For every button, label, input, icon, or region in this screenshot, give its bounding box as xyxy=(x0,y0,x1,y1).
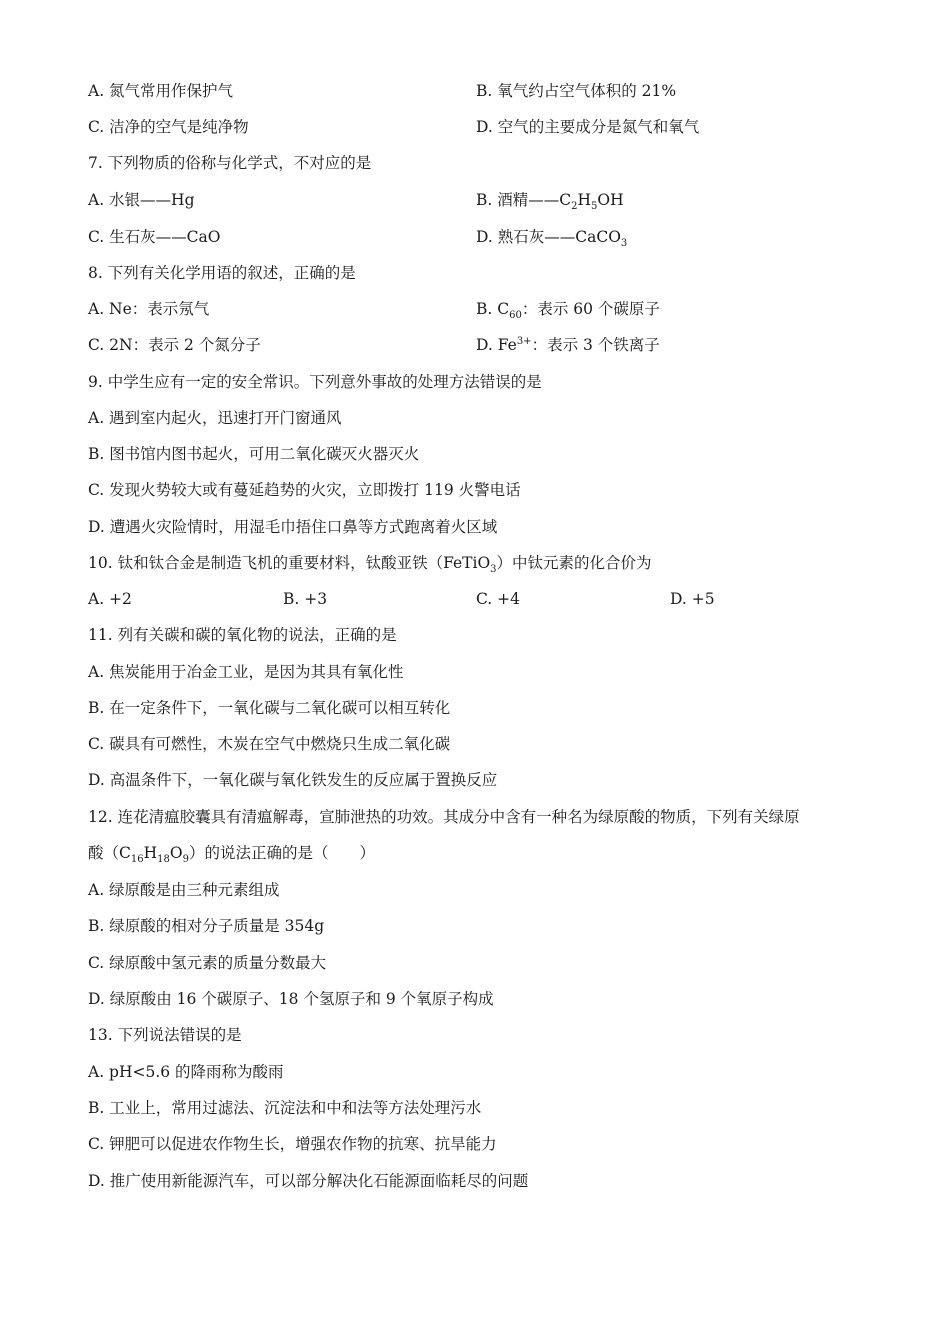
q7-option-d xyxy=(476,225,627,249)
q11-option-a: A. 焦炭能用于冶金工业，是因为其具有氧化性 xyxy=(88,663,404,681)
q8-option-a: A. Ne：表示氖气 xyxy=(88,300,210,318)
q6-option-a: A. 氮气常用作保护气 xyxy=(88,82,234,100)
q9-option-c: C. 发现火势较大或有蔓延趋势的火灾，立即拨打 119 火警电话 xyxy=(88,481,521,499)
q12-stem-line1: 12. 连花清瘟胶囊具有清瘟解毒，宣肺泄热的功效。其成分中含有一种名为绿原酸的物质，下列有关绿原 xyxy=(88,808,800,826)
q7-b-sub1: 2 xyxy=(571,201,578,213)
q12-stem-line2 xyxy=(88,841,375,865)
q6-option-c: C. 洁净的空气是纯净物 xyxy=(88,118,249,136)
q8-option-d xyxy=(476,333,660,357)
q10-option-c: C. +4 xyxy=(476,590,521,608)
q13-stem: 13. 下列说法错误的是 xyxy=(88,1026,242,1044)
q8-option-b xyxy=(476,297,660,321)
q8-d-text2: ：表示 3 个铁离子 xyxy=(531,336,660,354)
q7-b-sub2: 5 xyxy=(591,201,598,213)
q13-option-d: D. 推广使用新能源汽车，可以部分解决化石能源面临耗尽的问题 xyxy=(88,1172,529,1190)
q11-stem: 11. 列有关碳和碳的氧化物的说法，正确的是 xyxy=(88,626,397,644)
q7-option-c: C. 生石灰——CaO xyxy=(88,228,221,246)
q8-d-text: D. Fe xyxy=(476,336,517,354)
q10-option-d: D. +5 xyxy=(670,590,715,608)
q12-h: H xyxy=(143,844,158,862)
q11-option-d: D. 高温条件下，一氧化碳与氧化铁发生的反应属于置换反应 xyxy=(88,771,498,789)
q9-option-d: D. 遭遇火灾险情时，用湿毛巾捂住口鼻等方式跑离着火区域 xyxy=(88,518,498,536)
q7-b-text3: OH xyxy=(597,191,624,209)
q8-stem: 8. 下列有关化学用语的叙述，正确的是 xyxy=(88,264,356,282)
q6-option-d: D. 空气的主要成分是氮气和氧气 xyxy=(476,118,700,136)
q10-stem-text: 10. 钛和钛合金是制造飞机的重要材料，钛酸亚铁（FeTiO xyxy=(88,554,491,572)
q7-option-a: A. 水银——Hg xyxy=(88,191,195,209)
q9-stem: 9. 中学生应有一定的安全常识。下列意外事故的处理方法错误的是 xyxy=(88,373,542,391)
q12-option-c: C. 绿原酸中氢元素的质量分数最大 xyxy=(88,954,327,972)
q10-stem-sub: 3 xyxy=(490,564,497,576)
q12-o: O xyxy=(169,844,183,862)
q12-option-b: B. 绿原酸的相对分子质量是 354g xyxy=(88,917,325,935)
q12-sub-c: 16 xyxy=(130,854,144,866)
q12-stem-text2: ）的说法正确的是（ ） xyxy=(188,844,375,862)
q7-b-text: B. 酒精——C xyxy=(476,191,572,209)
q13-option-b: B. 工业上，常用过滤法、沉淀法和中和法等方法处理污水 xyxy=(88,1099,482,1117)
q7-d-text: D. 熟石灰——CaCO xyxy=(476,228,621,246)
q12-option-a: A. 绿原酸是由三种元素组成 xyxy=(88,881,280,899)
q12-stem-text: 酸（C xyxy=(88,844,131,862)
q12-sub-h: 18 xyxy=(157,854,170,866)
q8-b-sub: 60 xyxy=(509,310,522,322)
q8-d-sup: 3+ xyxy=(516,335,532,347)
q13-option-c: C. 钾肥可以促进农作物生长，增强农作物的抗寒、抗旱能力 xyxy=(88,1135,497,1153)
q9-option-b: B. 图书馆内图书起火，可用二氧化碳灭火器灭火 xyxy=(88,445,420,463)
q12-option-d: D. 绿原酸由 16 个碳原子、18 个氢原子和 9 个氧原子构成 xyxy=(88,990,494,1008)
q7-option-b xyxy=(476,188,624,212)
q6-option-b: B. 氧气约占空气体积的 21% xyxy=(476,82,677,100)
q8-b-text2: ：表示 60 个碳原子 xyxy=(521,300,660,318)
q8-b-text: B. C xyxy=(476,300,510,318)
q11-option-c: C. 碳具有可燃性，木炭在空气中燃烧只生成二氧化碳 xyxy=(88,735,451,753)
q7-stem: 7. 下列物质的俗称与化学式，不对应的是 xyxy=(88,154,372,172)
q10-stem xyxy=(88,551,652,575)
q12-sub-o: 9 xyxy=(182,854,189,866)
q10-stem-text2: ）中钛元素的化合价为 xyxy=(496,554,652,572)
q10-option-b: B. +3 xyxy=(283,590,328,608)
q11-option-b: B. 在一定条件下，一氧化碳与二氧化碳可以相互转化 xyxy=(88,699,451,717)
q9-option-a: A. 遇到室内起火，迅速打开门窗通风 xyxy=(88,409,342,427)
q7-d-sub: 3 xyxy=(620,238,628,250)
q13-option-a: A. pH<5.6 的降雨称为酸雨 xyxy=(88,1063,284,1081)
q8-option-c: C. 2N：表示 2 个氮分子 xyxy=(88,336,261,354)
q10-option-a: A. +2 xyxy=(88,590,132,608)
q7-b-text2: H xyxy=(577,191,592,209)
